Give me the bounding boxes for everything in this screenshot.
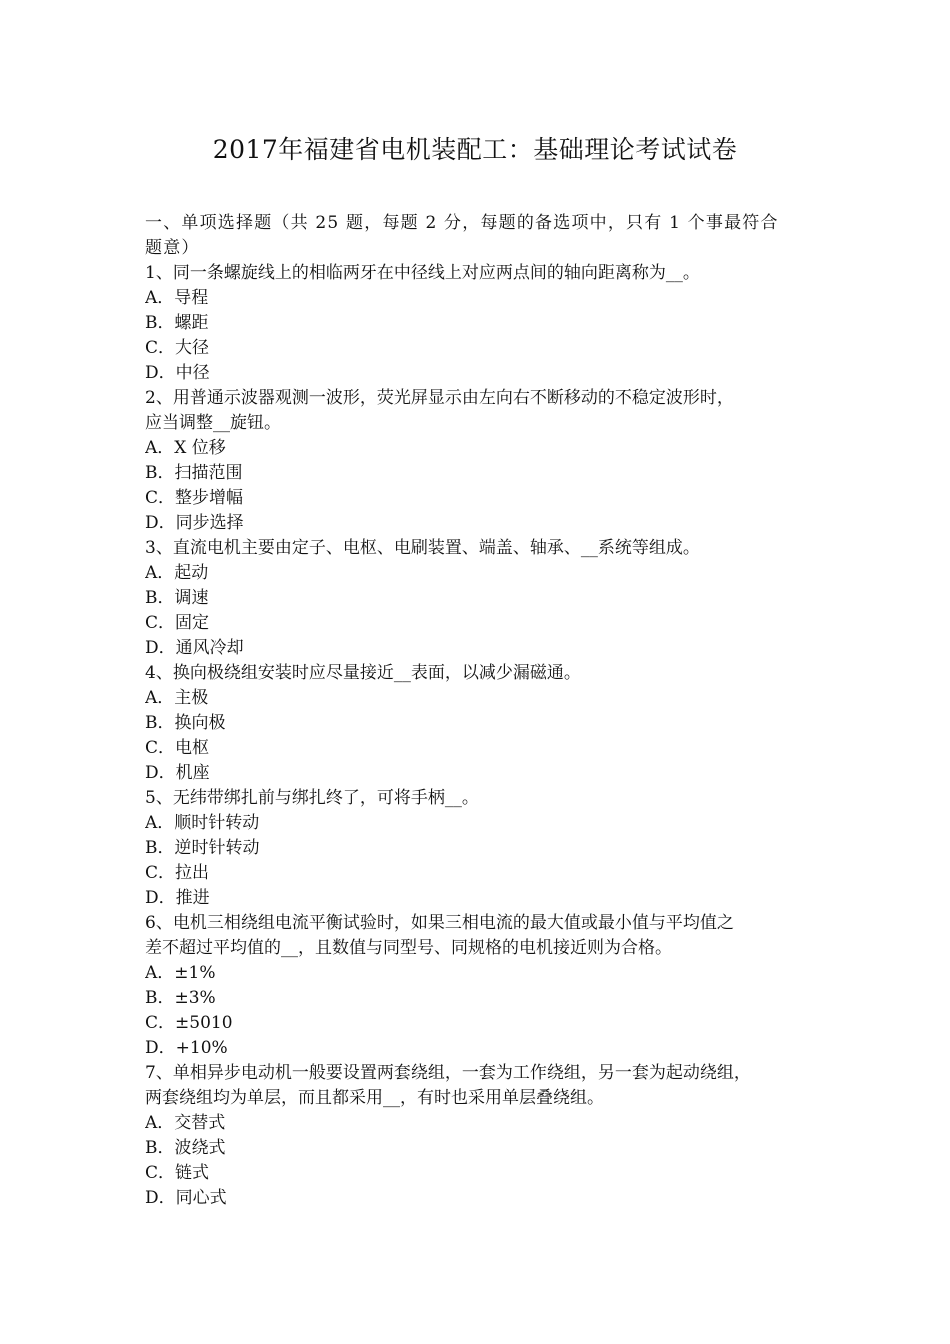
question-stem-continued: 应当调整__旋钮。 bbox=[145, 413, 281, 433]
option-b: B．扫描范围 bbox=[145, 463, 243, 483]
section-heading-line-1: 一、单项选择题（共 25 题，每题 2 分，每题的备选项中，只有 1 个事最符合 bbox=[145, 213, 779, 233]
document-body bbox=[145, 211, 813, 1211]
option-b: B．换向极 bbox=[145, 713, 226, 733]
option-c: C．电枢 bbox=[145, 738, 210, 758]
document-title: 2017年福建省电机装配工：基础理论考试试卷 bbox=[212, 135, 738, 164]
option-d: D．通风冷却 bbox=[145, 638, 244, 658]
question-block bbox=[145, 786, 813, 911]
question-stem: 3、直流电机主要由定子、电枢、电刷装置、端盖、轴承、__系统等组成。 bbox=[145, 538, 700, 558]
option-b: B．±3% bbox=[145, 988, 216, 1008]
option-c: C．链式 bbox=[145, 1163, 210, 1183]
question-stem: 6、电机三相绕组电流平衡试验时，如果三相电流的最大值或最小值与平均值之 bbox=[145, 913, 734, 933]
option-c: C．整步增幅 bbox=[145, 488, 244, 508]
option-b: B．波绕式 bbox=[145, 1138, 226, 1158]
option-d: D．中径 bbox=[145, 363, 210, 383]
option-b: B．螺距 bbox=[145, 313, 209, 333]
option-c: C．固定 bbox=[145, 613, 210, 633]
option-a: A．交替式 bbox=[145, 1113, 226, 1133]
question-block bbox=[145, 1061, 813, 1211]
question-stem: 4、换向极绕组安装时应尽量接近__表面，以减少漏磁通。 bbox=[145, 663, 581, 683]
option-b: B．调速 bbox=[145, 588, 209, 608]
option-c: C．拉出 bbox=[145, 863, 210, 883]
question-block bbox=[145, 536, 813, 661]
question-stem: 1、同一条螺旋线上的相临两牙在中径线上对应两点间的轴向距离称为__。 bbox=[145, 263, 700, 283]
question-block bbox=[145, 261, 813, 386]
option-d: D．同心式 bbox=[145, 1188, 227, 1208]
option-d: D．机座 bbox=[145, 763, 210, 783]
question-block bbox=[145, 911, 813, 1061]
option-a: A．导程 bbox=[145, 288, 209, 308]
option-a: A．±1% bbox=[145, 963, 216, 983]
option-c: C．±5010 bbox=[145, 1013, 233, 1033]
question-block bbox=[145, 661, 813, 786]
section-heading-line-2: 题意） bbox=[145, 238, 200, 258]
question-block bbox=[145, 386, 813, 536]
question-stem: 2、用普通示波器观测一波形，荧光屏显示由左向右不断移动的不稳定波形时， bbox=[145, 388, 734, 408]
option-a: A．顺时针转动 bbox=[145, 813, 260, 833]
option-b: B．逆时针转动 bbox=[145, 838, 260, 858]
option-a: A．起动 bbox=[145, 563, 209, 583]
option-a: A．主极 bbox=[145, 688, 209, 708]
option-d: D．+10% bbox=[145, 1038, 228, 1058]
question-stem: 7、单相异步电动机一般要设置两套绕组，一套为工作绕组，另一套为起动绕组， bbox=[145, 1063, 751, 1083]
question-stem-continued: 两套绕组均为单层，而且都采用__，有时也采用单层叠绕组。 bbox=[145, 1088, 604, 1108]
option-c: C．大径 bbox=[145, 338, 210, 358]
option-a: A．X 位移 bbox=[145, 438, 226, 458]
option-d: D．推进 bbox=[145, 888, 210, 908]
option-d: D．同步选择 bbox=[145, 513, 244, 533]
question-stem: 5、无纬带绑扎前与绑扎终了，可将手柄__。 bbox=[145, 788, 479, 808]
question-stem-continued: 差不超过平均值的__，且数值与同型号、同规格的电机接近则为合格。 bbox=[145, 938, 672, 958]
